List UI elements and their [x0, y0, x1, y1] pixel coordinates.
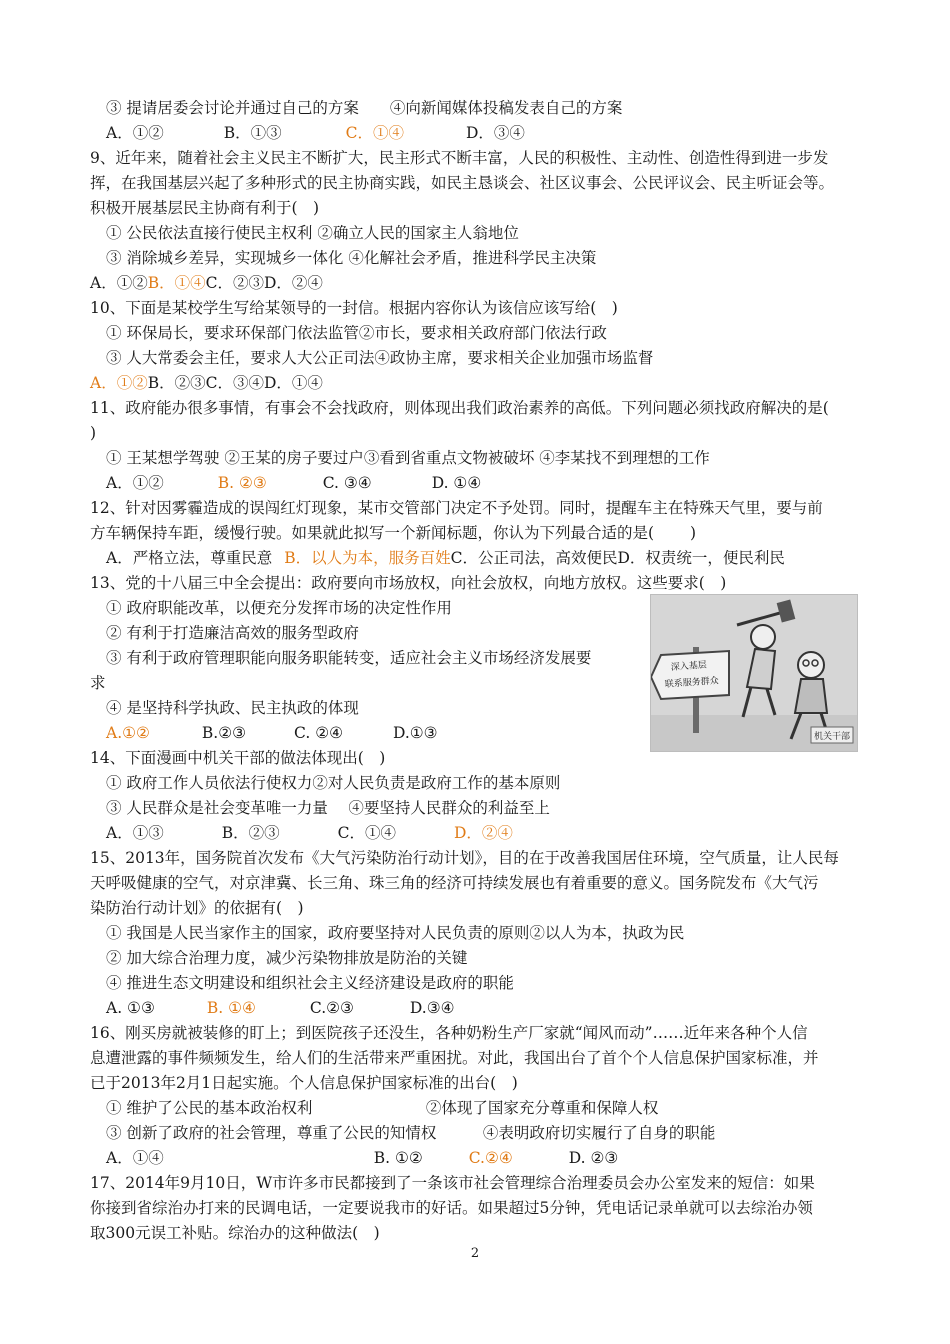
q12-options	[106, 548, 886, 568]
q11-option-a: A．①②	[106, 474, 164, 492]
q8-option-b: B．①③	[223, 124, 282, 142]
q16-option-b: B. ①②	[373, 1149, 423, 1167]
page-number: 2	[470, 1246, 480, 1261]
q15-option-b: B. ①④	[206, 999, 256, 1017]
q9-option-a: A．①②	[90, 274, 148, 292]
q9-stem-line3: 积极开展基层民主协商有利于( )	[90, 199, 320, 217]
q13-stem: 13、党的十八届三中全会提出：政府要向市场放权，向社会放权，向地方放权。这些要求( )	[90, 574, 727, 592]
q15-option-d: D.③④	[409, 999, 455, 1017]
q17-stem-line3: 取300元误工补贴。综治办的这种做法( )	[90, 1224, 380, 1242]
q14-statement-1-2: ① 政府工作人员依法行使权力②对人民负责是政府工作的基本原则	[106, 774, 561, 792]
q12-stem-line2: 方车辆保持车距，缓慢行驶。如果就此拟写一个新闻标题，你认为下列最合适的是( )	[90, 524, 697, 542]
q16-option-d: D. ②③	[568, 1149, 619, 1167]
q8-option-c: C．①④	[345, 124, 404, 142]
q13-option-c: C. ②④	[294, 724, 343, 742]
q15-statement-4: ④ 推进生态文明建设和组织社会主义经济建设是政府的职能	[106, 974, 514, 992]
q11-stem-line1: 11、政府能办很多事情，有事会不会找政府，则体现出我们政治素养的高低。下列问题必须找政府解决的是(	[90, 399, 829, 417]
q12-stem-line1: 12、针对因雾霾造成的误闯红灯现象，某市交管部门决定不予处罚。同时，提醒车主在特殊天气里，要与前	[90, 499, 823, 517]
q12-option-b: B．以人为本，服务百姓	[284, 549, 451, 567]
q13-option-d: D.①③	[392, 724, 438, 742]
q16-statement-3-4: ③ 创新了政府的社会管理，尊重了公民的知情权 ④表明政府切实履行了自身的职能	[106, 1124, 716, 1142]
q16-options	[106, 1148, 886, 1168]
cartoon-illustration	[650, 594, 858, 752]
q15-statement-3: ② 加大综合治理力度，减少污染物排放是防治的关键	[106, 949, 468, 967]
q9-stem-line1: 9、近年来，随着社会主义民主不断扩大，民主形式不断丰富，人民的积极性、主动性、创造性得到进一步发	[90, 149, 829, 167]
q8-statement-3-4: ③ 提请居委会讨论并通过自己的方案 ④向新闻媒体投稿发表自己的方案	[106, 99, 623, 117]
q11-stem-line2: )	[90, 424, 97, 442]
q14-statement-3-4: ③ 人民群众是社会变革唯一力量 ④要坚持人民群众的利益至上	[106, 799, 550, 817]
q14-stem: 14、下面漫画中机关干部的做法体现出( )	[90, 749, 386, 767]
sign-text-line2: 联系服务群众	[664, 676, 720, 690]
q13-statement-3: ③ 有利于政府管理职能向服务职能转变，适应社会主义市场经济发展要	[106, 649, 592, 667]
q17-stem-line1: 17、2014年9月10日，W市许多市民都接到了一条该市社会管理综合治理委员会办公室发来的短信：如果	[90, 1174, 815, 1192]
q13-option-a: A.①②	[106, 724, 150, 742]
q9-stem-line2: 挥，在我国基层兴起了多种形式的民主协商实践，如民主恳谈会、社区议事会、公民评议会、民主听证会等。	[90, 174, 835, 192]
q13-statement-2: ② 有利于打造廉洁高效的服务型政府	[106, 624, 359, 642]
q14-option-b: B．②③	[221, 824, 280, 842]
q15-options	[106, 998, 886, 1018]
q10-option-b: B．②③	[147, 374, 206, 392]
q16-stem-line1: 16、刚买房就被装修的盯上；到医院孩子还没生，各种奶粉生产厂家就“闻风而动”……近年来各种个人信	[90, 1024, 808, 1042]
q14-option-c: C．①④	[337, 824, 396, 842]
q11-options	[106, 473, 886, 493]
q9-option-c: C．②③	[205, 274, 264, 292]
q8-options	[106, 123, 886, 143]
q13-statement-3-cont: 求	[90, 674, 106, 692]
q16-statement-1-2: ① 维护了公民的基本政治权利 ②体现了国家充分尊重和保障人权	[106, 1099, 659, 1117]
q9-option-b: B．①④	[147, 274, 206, 292]
q10-option-a: A．①②	[90, 374, 148, 392]
q9-option-d: D．②④	[263, 274, 323, 292]
q15-stem-line3: 染防治行动计划》的依据有( )	[90, 899, 304, 917]
cartoon-drawing	[651, 595, 857, 751]
q14-option-a: A．①③	[106, 824, 164, 842]
q16-stem-line3: 已于2013年2月1日起实施。个人信息保护国家标准的出台( )	[90, 1074, 518, 1092]
q11-option-d: D. ①④	[431, 474, 482, 492]
q16-stem-line2: 息遭泄露的事件频频发生，给人们的生活带来严重困扰。对此，我国出台了首个个人信息保护国家标准，并	[90, 1049, 819, 1067]
q8-option-a: A．①②	[106, 124, 164, 142]
q12-option-a: A．严格立法，尊重民意	[106, 549, 273, 567]
q10-option-c: C．③④	[205, 374, 264, 392]
q15-stem-line2: 天呼吸健康的空气，对京津冀、长三角、珠三角的经济可持续发展也有着重要的意义。国务院发布《大气污	[90, 874, 819, 892]
q11-statements: ① 王某想学驾驶 ②王某的房子要过户③看到省重点文物被破坏 ④李某找不到理想的工作	[106, 449, 710, 467]
q13-statement-4: ④ 是坚持科学执政、民主执政的体现	[106, 699, 359, 717]
q16-option-a: A．①④	[106, 1149, 164, 1167]
q10-options	[90, 373, 870, 393]
q10-statement-1-2: ① 环保局长，要求环保部门依法监管②市长，要求相关政府部门依法行政	[106, 324, 607, 342]
q14-option-d: D．②④	[453, 824, 513, 842]
q16-option-c: C.②④	[468, 1149, 513, 1167]
q10-stem: 10、下面是某校学生写给某领导的一封信。根据内容你认为该信应该写给( )	[90, 299, 618, 317]
q17-stem-line2: 你接到省综治办打来的民调电话，一定要说我市的好话。如果超过5分钟，凭电话记录单就可以去综治办领	[90, 1199, 813, 1217]
q13-statement-1: ① 政府职能改革，以便充分发挥市场的决定性作用	[106, 599, 452, 617]
q15-statement-1-2: ① 我国是人民当家作主的国家，政府要坚持对人民负责的原则②以人为本，执政为民	[106, 924, 685, 942]
q10-statement-3-4: ③ 人大常委会主任，要求人大公正司法④政协主席，要求相关企业加强市场监督	[106, 349, 654, 367]
q15-option-a: A. ①③	[106, 999, 155, 1017]
q9-statement-1-2: ① 公民依法直接行使民主权利 ②确立人民的国家主人翁地位	[106, 224, 519, 242]
q11-option-b: B. ②③	[217, 474, 267, 492]
q11-option-c: C. ③④	[322, 474, 372, 492]
q9-options	[90, 273, 870, 293]
q12-option-d: D．权责统一，便民利民	[617, 549, 785, 567]
q9-statement-3-4: ③ 消除城乡差异，实现城乡一体化 ④化解社会矛盾，推进科学民主决策	[106, 249, 597, 267]
q8-option-d: D．③④	[465, 124, 525, 142]
q14-options	[106, 823, 886, 843]
q10-option-d: D．①④	[263, 374, 323, 392]
sign-text-line1: 深入基层	[670, 660, 708, 673]
q15-option-c: C.②③	[309, 999, 354, 1017]
q13-option-b: B.②③	[201, 724, 247, 742]
q12-option-c: C．公正司法，高效便民	[450, 549, 618, 567]
q15-stem-line1: 15、2013年，国务院首次发布《大气污染防治行动计划》，目的在于改善我国居住环境，空气质量，让人民每	[90, 849, 839, 867]
cartoon-caption: 机关干部	[814, 732, 851, 742]
